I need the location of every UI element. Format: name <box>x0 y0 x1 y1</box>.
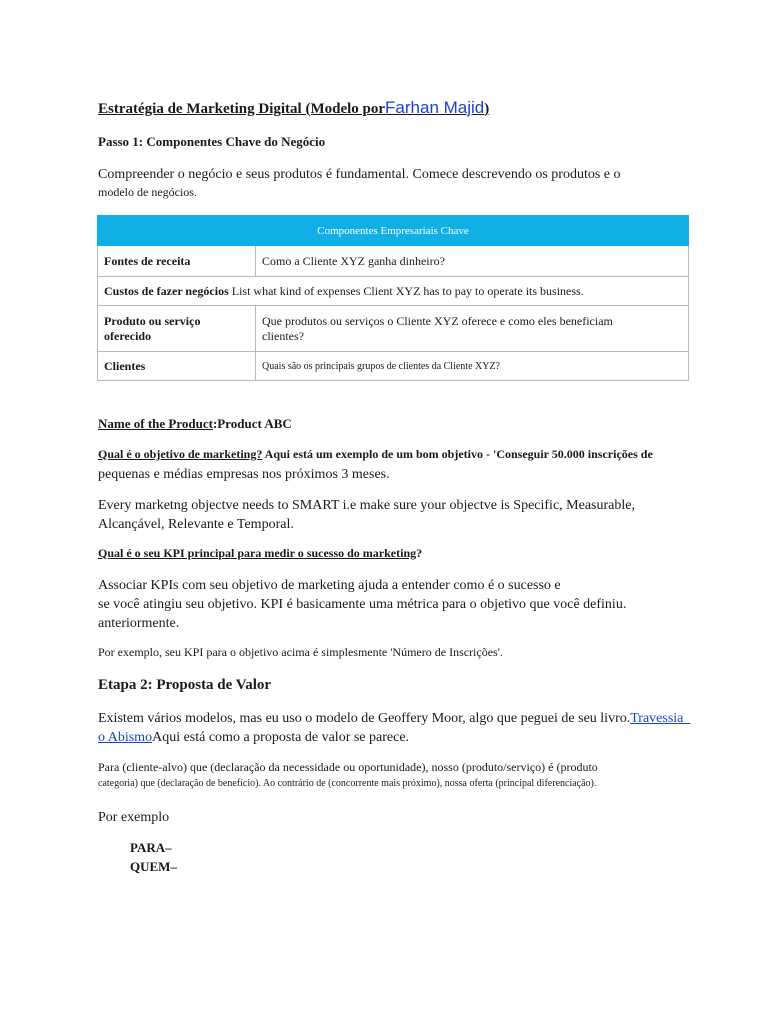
key-components-table <box>97 215 689 381</box>
kpi-question-mark: ? <box>416 546 423 560</box>
table-row <box>98 246 689 277</box>
table-row <box>98 277 689 306</box>
row-label: Fontes de receita <box>98 246 256 277</box>
row-value: Como a Cliente XYZ ganha dinheiro? <box>256 246 689 277</box>
template-line1: Para (cliente-alvo) que (declaração da necessidade ou oportunidade), nosso (produto/serviço) é (produto <box>98 760 598 774</box>
smart-line1: Every marketng objectve needs to SMART i.e make sure your objectve is Specific, Measurable, <box>98 498 635 513</box>
product-colon: : <box>212 416 218 431</box>
step1-heading: Passo 1: Componentes Chave do Negócio <box>98 134 326 149</box>
book-link-part1[interactable]: Travessia <box>630 711 684 726</box>
step2-line1-text: Existem vários modelos, mas eu uso o modelo de Geoffery Moor, algo que peguei de seu livro. <box>98 711 631 726</box>
author-link[interactable]: Farhan Majid <box>385 98 485 117</box>
title-prefix: Estratégia de Marketing Digital (Modelo por <box>98 101 386 117</box>
kpi-line3: anteriormente. <box>98 616 180 631</box>
step1-intro-line2: modelo de negócios. <box>98 185 197 199</box>
table-header-row <box>98 216 689 246</box>
row-combined-cell <box>98 277 689 306</box>
objective-line2: pequenas e médias empresas nos próximos 3 meses. <box>98 467 390 482</box>
product-label: Name of the Product <box>98 416 213 431</box>
list-item <box>122 859 177 875</box>
kpi-line1: Associar KPIs com seu objetivo de marketing ajuda a entender como é o sucesso e <box>98 578 561 593</box>
row-value-line: Que produtos ou serviços o Cliente XYZ oferece e como eles beneficiam <box>262 313 613 328</box>
example-label: Por exemplo <box>98 810 170 825</box>
table-header: Componentes Empresariais Chave <box>98 216 689 246</box>
row-label: Clientes <box>98 352 256 381</box>
step2-line2-rest: Aqui está como a proposta de valor se parece. <box>152 730 410 745</box>
list-item <box>122 840 172 856</box>
objective-question: Qual é o objetivo de marketing? <box>98 447 263 461</box>
smart-line2: Alcançável, Relevante e Temporal. <box>98 517 294 532</box>
row-value <box>256 306 689 352</box>
table-row <box>98 306 689 352</box>
row-value-line: clientes? <box>262 328 304 343</box>
document-title <box>98 98 489 118</box>
step1-intro-line1: Compreender o negócio e seus produtos é fundamental. Comece descrevendo os produtos e o <box>98 167 621 182</box>
kpi-question-line <box>98 546 422 561</box>
row-value: Quais são os principais grupos de clientes da Cliente XYZ? <box>256 352 689 381</box>
row-label-line: Produto ou serviço <box>104 313 201 328</box>
objective-line1 <box>98 447 653 462</box>
title-suffix: ) <box>484 101 490 117</box>
row-value: List what kind of expenses Client XYZ has to pay to operate its business. <box>231 283 584 298</box>
kpi-line2: se você atingiu seu objetivo. KPI é basicamente uma métrica para o objetivo que você definiu. <box>98 597 627 612</box>
step2-line2 <box>98 728 409 747</box>
step2-heading: Etapa 2: Proposta de Valor <box>98 677 272 693</box>
step2-line1 <box>98 709 690 728</box>
kpi-question: Qual é o seu KPI principal para medir o sucesso do marketing <box>98 546 417 560</box>
table-row <box>98 352 689 381</box>
product-line <box>98 416 292 432</box>
product-value: Product ABC <box>217 416 292 431</box>
link-underline-pad <box>683 711 690 726</box>
row-label <box>98 306 256 352</box>
row-label-line: oferecido <box>104 328 152 343</box>
list-item-text: QUEM– <box>130 859 177 874</box>
kpi-example: Por exemplo, seu KPI para o objetivo acima é simplesmente 'Número de Inscrições'. <box>98 645 503 659</box>
list-item-text: PARA– <box>130 840 172 855</box>
book-link-part2[interactable]: o Abismo <box>98 730 153 745</box>
objective-example: Aqui está um exemplo de um bom objetivo - 'Conseguir 50.000 inscrições de <box>262 447 653 461</box>
row-label: Custos de fazer negócios <box>104 283 229 298</box>
template-line2: categoria) que (declaração de benefício). Ao contrário de (concorrente mais próximo), nossa oferta (principal diferenciação). <box>98 778 597 789</box>
